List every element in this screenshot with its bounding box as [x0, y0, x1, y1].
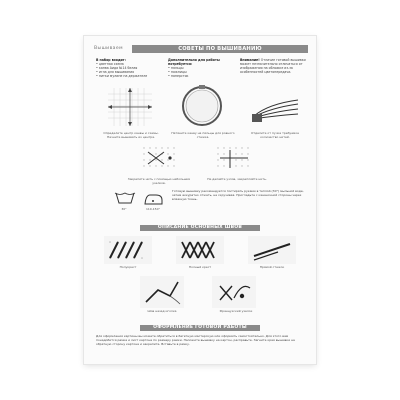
kit-line: • нитки мулине на держателе: [96, 74, 148, 79]
wash-instructions: Готовую вышивку рекомендуется постирать руками в теплой (30°) мыльной воде, затем аккуратно отжать, не скручивая. Прогладьте с изнаночной стороны через влажную ткань.: [172, 190, 304, 201]
straight-stitch-picture: [248, 236, 296, 264]
embroidery-hoop-picture: [180, 84, 224, 128]
half-cross-stitch-picture: [104, 236, 152, 264]
stitch-label: Прямой стежок: [259, 266, 285, 269]
iron-icon: [142, 192, 164, 206]
extra-line: • наперсток: [168, 74, 189, 79]
center-grid-picture: [108, 88, 152, 126]
extra-heading: Дополнительно для работы потребуется:: [168, 58, 220, 67]
wash-temperature: 30°: [121, 208, 127, 211]
thread-strands-picture: [252, 94, 300, 124]
iron-temperature: 110-150°: [145, 208, 161, 211]
kit-line: • канва Аида №14 белая: [96, 66, 138, 71]
step-caption: Не делайте узлов, закрепляйте нить.: [207, 178, 267, 181]
stitch-label: Полный крест: [188, 266, 212, 269]
finish-section-title: ОФОРМЛЕНИЕ ГОТОВОЙ РАБОТЫ: [140, 325, 260, 331]
back-side-grid-picture: [214, 144, 254, 174]
french-knot-picture: [212, 276, 256, 308]
brand-logo: Вышиваем: [94, 46, 123, 51]
attention-note: [240, 58, 306, 74]
knot-grid-picture: [140, 144, 180, 174]
note-heading: Внимание!: [240, 58, 260, 62]
step-caption: Натяните канву на пяльцы для ровного стежка.: [171, 132, 235, 139]
stitch-label: Французский узелок: [219, 310, 253, 313]
note-text: Отличие готовой вышивки может незначительно отличаться от изображения на обложке из-за особенностей цветопередачи.: [240, 58, 306, 75]
step-caption: Определите центр канвы и схемы. Начните вышивать из центра.: [103, 132, 159, 139]
kit-line: • игла для вышивания: [96, 70, 135, 75]
extra-line: • пяльцы: [168, 66, 184, 71]
kit-line: • цветная схема: [96, 62, 124, 67]
wash-30-icon: [114, 190, 136, 206]
full-cross-stitch-picture: [176, 236, 224, 264]
stitch-label: Полукрест: [119, 266, 137, 269]
extra-line: • ножницы: [168, 70, 187, 75]
kit-contents: [96, 58, 162, 78]
kit-heading: В набор входит:: [96, 58, 126, 62]
instruction-sheet: [84, 36, 316, 364]
step-caption: Отделите от пучка требуемое количество нитей.: [250, 132, 299, 139]
back-stitch-picture: [140, 276, 184, 308]
step-caption: Закрепите нить с помощью небольших узелков.: [127, 178, 191, 185]
page-title: СОВЕТЫ ПО ВЫШИВАНИЮ: [132, 45, 308, 53]
stitches-section-title: ОПИСАНИЕ ОСНОВНЫХ ШВОВ: [140, 225, 260, 231]
stitch-label: Шов назад иголка: [147, 310, 177, 313]
finish-instructions: Для оформления картины вы можете обратиться в багетную мастерскую или оформить самостоятельно. Для этого вам понадобится рамка и лист картона по размеру рамки. Наложите вышивку на картон, расправьте. Загните края вышивки на обратную сторону картона и закрепите. Вставьте в рамку.: [96, 335, 295, 346]
extra-tools: [168, 58, 234, 78]
